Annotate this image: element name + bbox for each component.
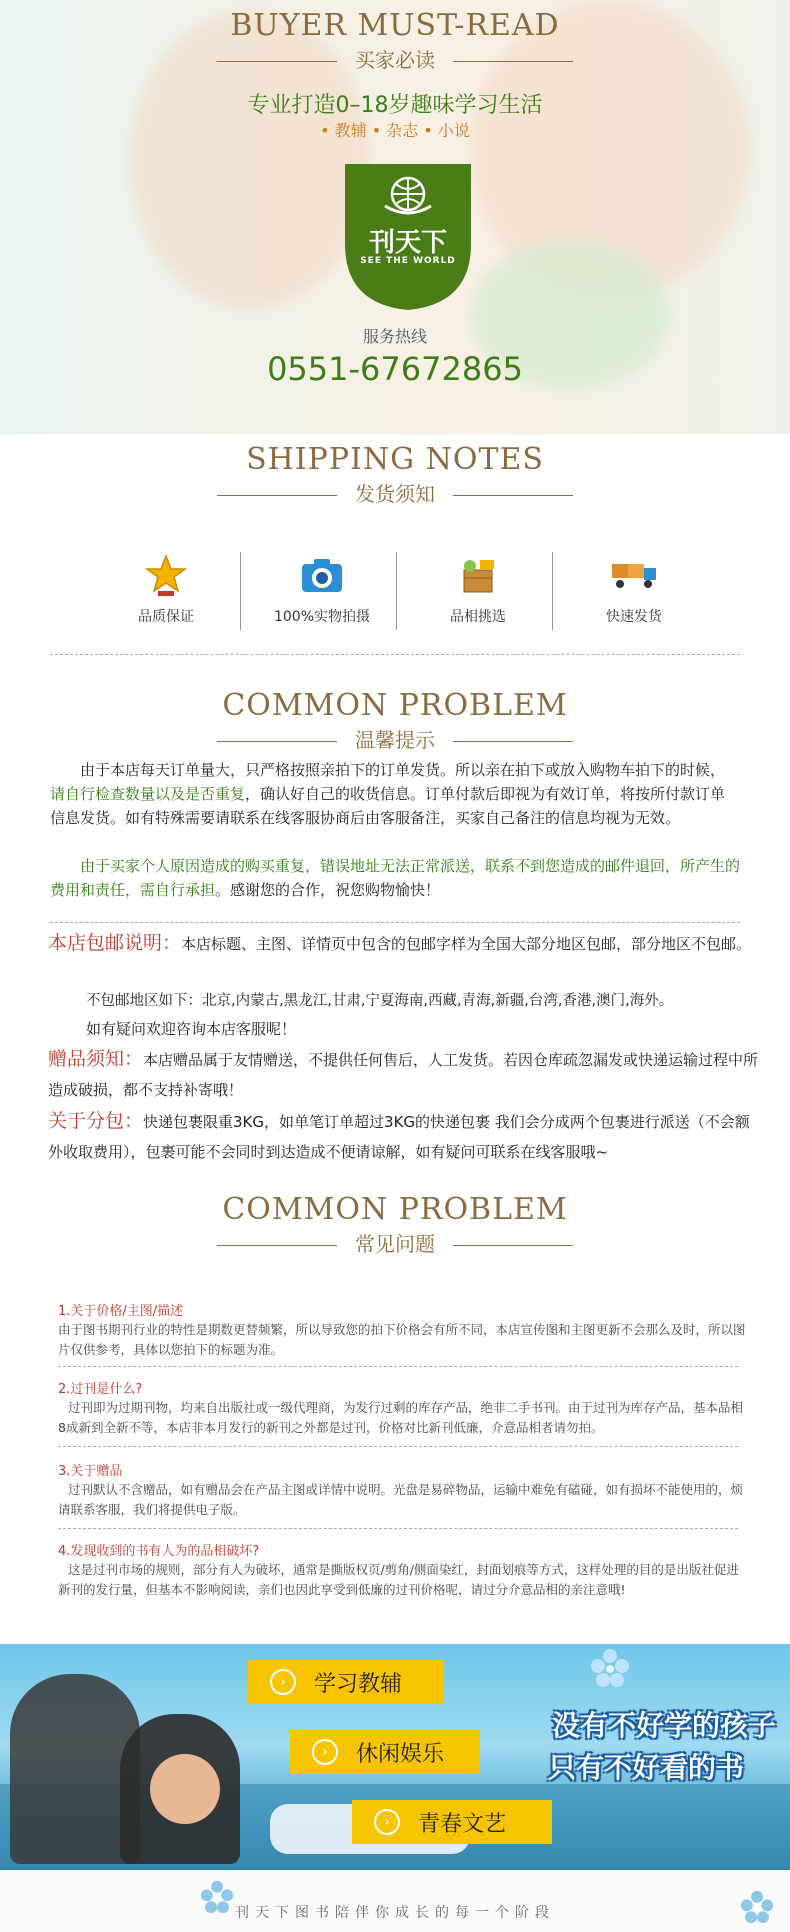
header-title-en: BUYER MUST-READ <box>230 8 560 43</box>
feature-photo <box>244 548 400 638</box>
faq-question: 3.关于赠品 <box>58 1464 123 1479</box>
faq-divider <box>58 1366 738 1367</box>
faq-question: 1.关于价格/主图/描述 <box>58 1304 184 1319</box>
feature-label: 100%实物拍摄 <box>273 609 371 625</box>
feature-fast-shipping <box>556 548 712 638</box>
feature-label: 快速发货 <box>606 609 662 625</box>
trophy-icon <box>144 554 188 598</box>
faq-divider <box>58 1446 738 1447</box>
logo-text-en: SEE THE WORLD <box>360 256 456 266</box>
feature-label: 品质保证 <box>138 609 194 625</box>
slogan-line-2: 只有不好看的书 <box>547 1751 744 1784</box>
notice-title-cn: 温馨提示 <box>355 728 435 752</box>
header-categories: • 教辅 • 杂志 • 小说 <box>320 121 470 140</box>
feature-label: 品相挑选 <box>450 609 506 625</box>
flower-icon <box>590 1648 630 1688</box>
shipping-title-cn: 发货须知 <box>355 482 435 506</box>
chevron-right-icon: › <box>312 1739 338 1765</box>
delivery-truck-icon <box>610 556 658 592</box>
notice-paragraph-1: 由于本店每天订单量大，只严格按照亲拍下的订单发货。所以亲在拍下或放入购物车拍下的时候，请自行检查数量以及是否重复，确认好自己的收货信息。订单付款后即视为有效订单，将按所付款订单信息发货。如有特殊需要请联系在线客服协商后由客服备注，买家自己备注的信息均视为无效。 <box>50 761 726 827</box>
brand-logo <box>345 164 471 310</box>
shipping-title-en: SHIPPING NOTES <box>246 442 544 477</box>
hotline-number[interactable]: 0551-67672865 <box>267 350 523 388</box>
faq-answer: 这是过刊市场的规则，部分有人为破坏，通常是撕版权页/剪角/侧面染红，封面划痕等方式，这样处理的目的是出版社促进新刊的发行量，但基本不影响阅读，亲们也因此享受到低廉的过刊价格呢，请过分介意品相的亲注意哦! <box>58 1562 739 1597</box>
feature-quality <box>88 548 244 638</box>
contact-note: 如有疑问欢迎咨询本店客服呢！ <box>86 1020 297 1038</box>
header-title-cn: 买家必读 <box>355 48 435 72</box>
tag-study[interactable]: › 学习教辅 <box>248 1660 444 1704</box>
free-shipping-head: 本店包邮说明： <box>48 932 182 954</box>
box-selection-icon <box>456 556 500 596</box>
faq-answer: 由于图书期刊行业的特性是期数更替频繁，所以导致您的拍下价格会有所不同，本店宣传图和主图更新不会那么及时，所以图片仅供参考，具体以您拍下的标题为准。 <box>58 1322 746 1357</box>
notice-title-cn-row <box>0 724 790 753</box>
faq-title-cn: 常见问题 <box>355 1232 435 1256</box>
divider <box>552 552 553 630</box>
feature-selection <box>400 548 556 638</box>
slogan-line-1: 没有不好学的孩子 <box>551 1709 776 1742</box>
faq-title-cn-row <box>0 1228 790 1257</box>
chevron-right-icon: › <box>374 1809 400 1835</box>
faq-answer: 过刊默认不含赠品，如有赠品会在产品主图或详情中说明。光盘是易碎物品，运输中难免有磕碰，如有损坏不能使用的，烦请联系客服，我们将提供电子版。 <box>58 1482 744 1517</box>
divider <box>240 552 241 630</box>
notice-title-en: COMMON PROBLEM <box>222 688 568 723</box>
header-title-cn-row <box>0 44 790 73</box>
tag-literature[interactable]: › 青春文艺 <box>352 1800 552 1844</box>
camera-icon <box>300 556 344 596</box>
tag-leisure[interactable]: › 休闲娱乐 <box>290 1730 480 1774</box>
excluded-regions: 不包邮地区如下：北京,内蒙古,黑龙江,甘肃,宁夏海南,西藏,青海,新疆,台湾,香港,澳门,海外。 <box>86 993 674 1009</box>
logo-text-cn: 刊天下 <box>368 228 447 258</box>
divider <box>396 552 397 630</box>
hotline-label: 服务热线 <box>362 327 427 346</box>
hero-banner <box>0 0 790 434</box>
header-tagline: 专业打造0–18岁趣味学习生活 <box>247 93 543 118</box>
faq-question: 2.过刊是什么? <box>58 1382 143 1397</box>
faq-question: 4.发现收到的书有人为的品相破坏? <box>58 1544 260 1559</box>
gift-head: 赠品须知： <box>48 1048 144 1070</box>
split-package-policy: 关于分包：快递包裹限重3KG，如单笔订单超过3KG的快递包裹 我们会分成两个包裹进行派送（不会额外收取费用），包裹可能不会同时到达造成不便请谅解，如有疑问可联系在线客服哦~ <box>48 1110 750 1161</box>
shipping-title-cn-row <box>0 478 790 507</box>
faq-answer: 过刊即为过期刊物，均来自出版社或一级代理商，为发行过剩的库存产品，绝非二手书刊。由于过刊为库存产品，基本品相8成新到全新不等，本店非本月发行的新刊之外都是过刊，价格对比新刊低廉，介意品相者请勿拍。 <box>58 1400 744 1435</box>
promo-banner <box>0 1644 790 1870</box>
chevron-right-icon: › <box>270 1669 296 1695</box>
section-divider <box>50 922 740 923</box>
faq-title-en: COMMON PROBLEM <box>222 1192 568 1227</box>
free-shipping-policy: 本店包邮说明：本店标题、主图、详情页中包含的包邮字样为全国大部分地区包邮，部分地区不包邮。 <box>48 932 752 954</box>
section-divider <box>50 654 740 655</box>
gift-policy: 赠品须知：本店赠品属于友情赠送，不提供任何售后，人工发货。若因仓库疏忽漏发或快递运输过程中所造成破损，都不支持补寄哦！ <box>48 1048 759 1099</box>
footer-text: 刊天下图书陪伴你成长的每一个阶段 <box>235 1905 555 1921</box>
split-head: 关于分包： <box>48 1110 144 1132</box>
girl-face <box>150 1754 220 1824</box>
faq-divider <box>58 1528 738 1529</box>
notice-paragraph-2: 由于买家个人原因造成的购买重复，错误地址无法正常派送，联系不到您造成的邮件退回，所产生的费用和责任，需自行承担。感谢您的合作，祝您购物愉快！ <box>50 857 741 899</box>
footer <box>0 1870 790 1932</box>
